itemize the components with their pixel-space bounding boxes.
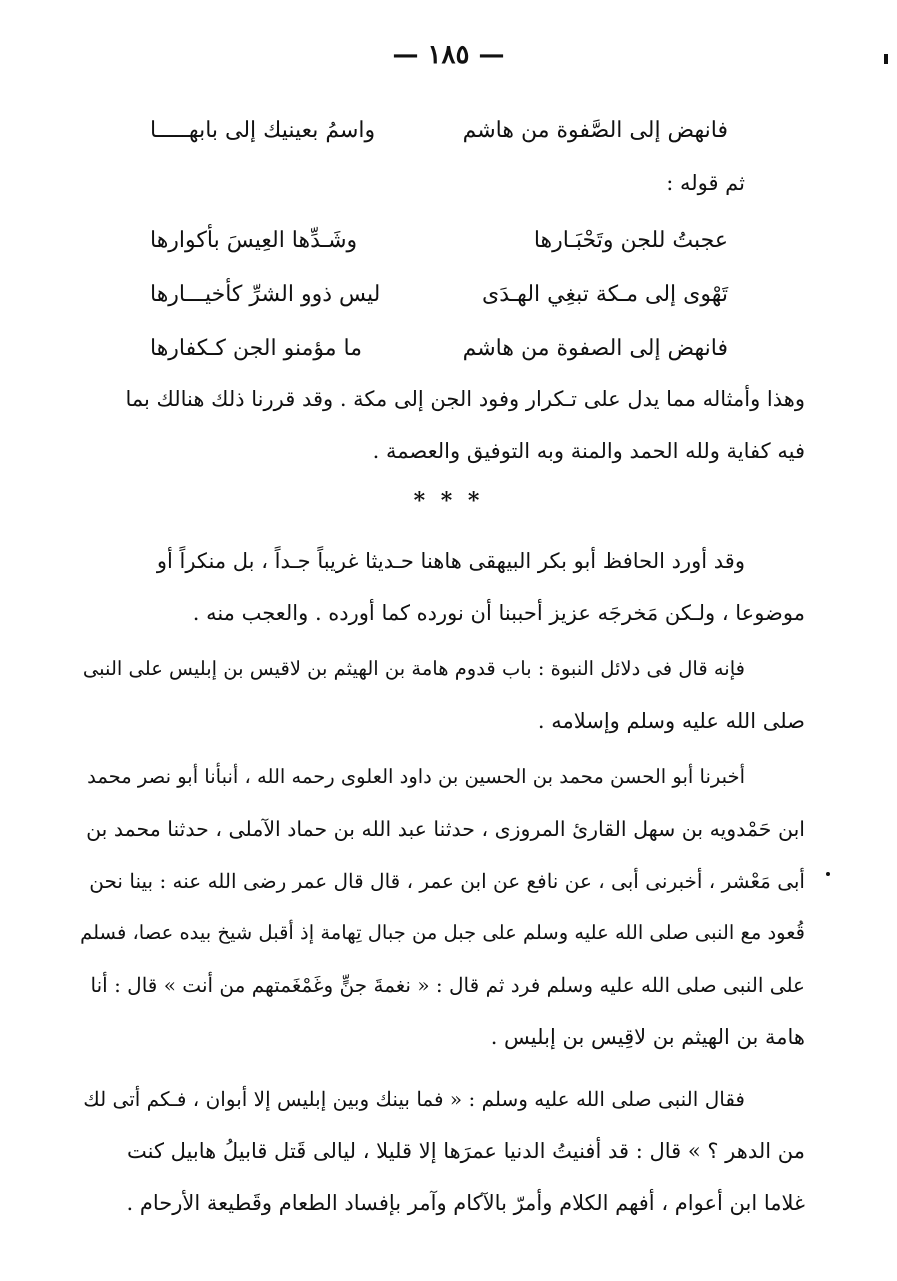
para4-line-2: ابن حَمْدويه بن سهل القارئ المروزى ، حدثنا عبد الله بن حماد الآملى ، حدثنا محمد بن bbox=[86, 817, 805, 841]
para1-line-2: فيه كفاية ولله الحمد والمنة وبه التوفيق والعصمة . bbox=[372, 439, 805, 463]
verse-hemistich-second: ما مؤمنو الجن كـكفارها bbox=[150, 336, 362, 361]
stray-dot bbox=[826, 872, 830, 876]
section-separator: * * * bbox=[413, 488, 484, 514]
poem2-verse-3 bbox=[150, 334, 728, 364]
para5-line-1: فقال النبى صلى الله عليه وسلم : « فما بينك وبين إبليس إلا أبوان ، فـكم أتى لك bbox=[83, 1087, 745, 1111]
para4-line-1: أخبرنا أبو الحسن محمد بن الحسين بن داود العلوى رحمه الله ، أنبأنا أبو نصر محمد bbox=[87, 765, 745, 788]
poem-intro: ثم قوله : bbox=[666, 171, 745, 195]
para4-line-4: قُعود مع النبى صلى الله عليه وسلم على جبل من جبال تِهامة إذ أقبل شيخ بيده عصا، فسلم bbox=[80, 921, 805, 944]
para4-line-3: أبى مَعْشر ، أخبرنى أبى ، عن نافع عن ابن عمر ، قال قال عمر رضى الله عنه : بينا نحن bbox=[89, 869, 805, 893]
poem2-verse-2 bbox=[150, 280, 728, 310]
page-number: — ١٨٥ — bbox=[392, 40, 505, 70]
verse-hemistich-first: فانهض إلى الصفوة من هاشم bbox=[462, 336, 728, 361]
verse-hemistich-first: عجبتُ للجن وتَحْبَـارها bbox=[533, 228, 728, 253]
para5-line-3: غلاما ابن أعوام ، أفهم الكلام وأمرّ بالآكام وآمر بإفساد الطعام وقَطيعة الأرحام . bbox=[126, 1191, 805, 1215]
para3-line-2: صلى الله عليه وسلم وإسلامه . bbox=[537, 709, 805, 733]
para3-line-1: فإنه قال فى دلائل النبوة : باب قدوم هامة بن الهيثم بن لاقيس بن إبليس على النبى bbox=[82, 657, 745, 680]
verse-hemistich-first: فانهض إلى الصَّفوة من هاشم bbox=[462, 118, 728, 143]
verse-hemistich-first: تَهْوى إلى مـكة تبغِي الهـدَى bbox=[481, 282, 728, 307]
para2-line-2: موضوعا ، ولـكن مَخرجَه عزيز أحببنا أن نورده كما أورده . والعجب منه . bbox=[192, 601, 805, 625]
poem2-verse-1 bbox=[150, 226, 728, 256]
para1-line-1: وهذا وأمثاله مما يدل على تـكرار وفود الجن إلى مكة . وقد قررنا ذلك هنالك بما bbox=[125, 387, 805, 411]
para5-line-2: من الدهر ؟ » قال : قد أفنيتُ الدنيا عمرَها إلا قليلا ، ليالى قَتل قابيلُ هابيل كنت bbox=[127, 1139, 805, 1163]
verse-hemistich-second: واسمُ بعينيك إلى بابهـــــا bbox=[150, 118, 376, 143]
para4-line-5: على النبى صلى الله عليه وسلم فرد ثم قال : « نغمةَ جنٍّ وغَمْغَمتهم من أنت » قال : أنا bbox=[90, 973, 805, 997]
poem1-verse bbox=[150, 116, 728, 146]
verse-hemistich-second: ليس ذوو الشرِّ كأخيـــارها bbox=[150, 282, 381, 307]
verse-hemistich-second: وشَـدِّها العِيسَ بأكوارها bbox=[150, 228, 358, 253]
para4-line-6: هامة بن الهيثم بن لاقِيس بن إبليس . bbox=[490, 1025, 805, 1049]
para2-line-1: وقد أورد الحافظ أبو بكر البيهقى هاهنا حـديثا غريباً جـداً ، بل منكراً أو bbox=[156, 549, 745, 573]
